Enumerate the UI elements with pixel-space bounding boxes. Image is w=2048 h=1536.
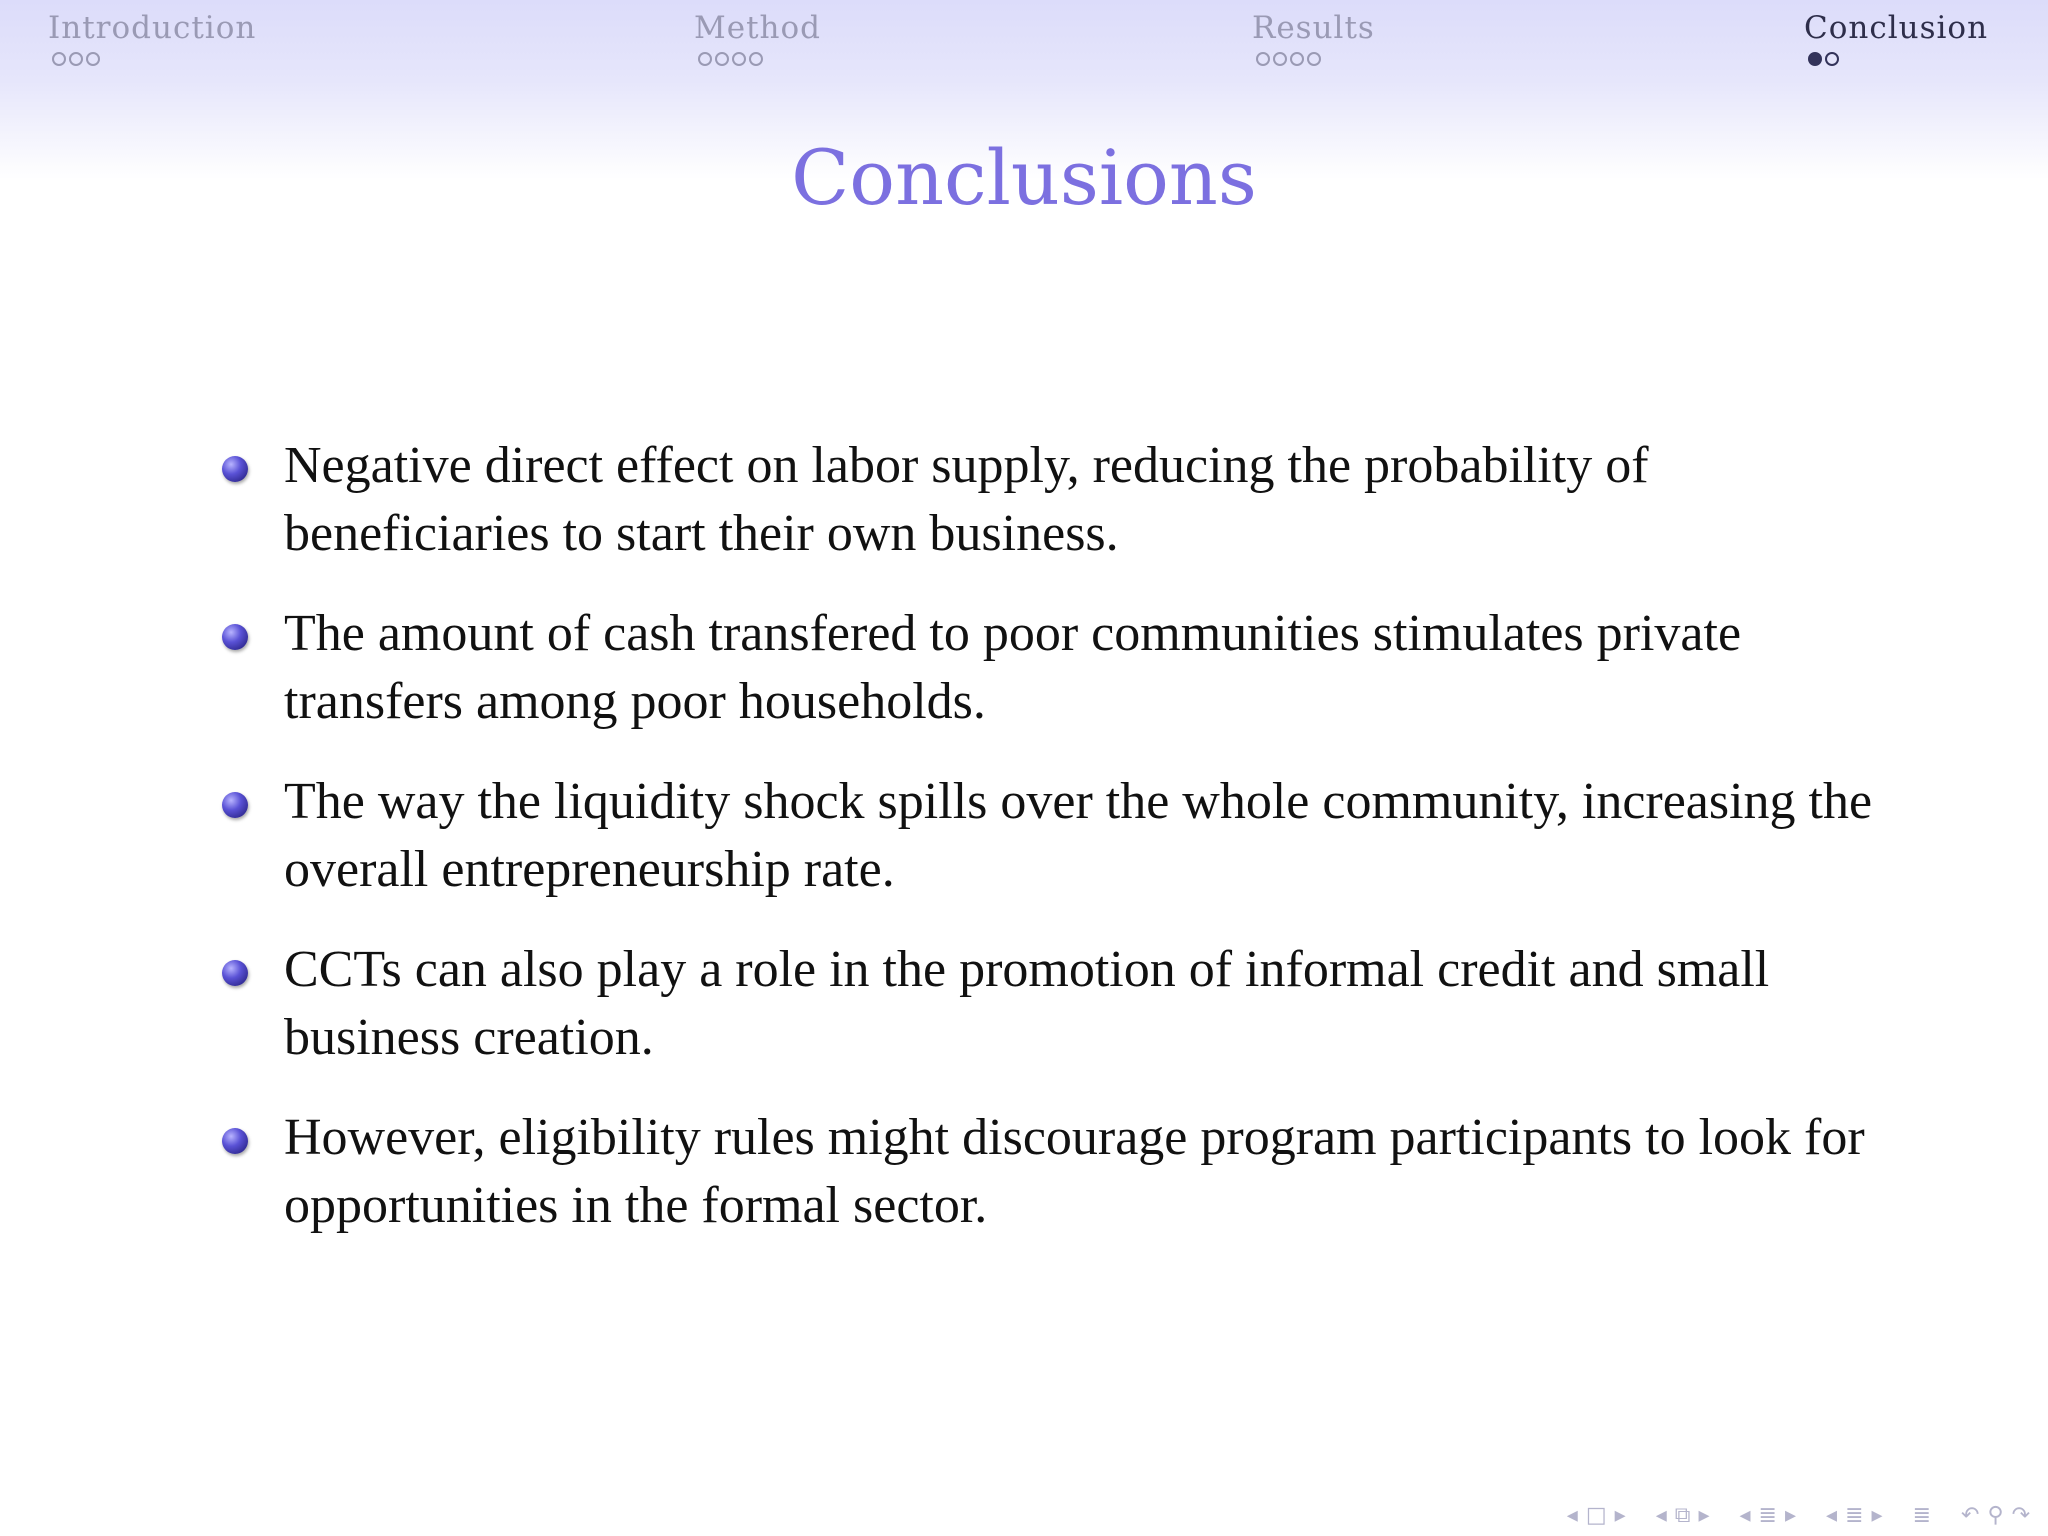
- toc-icon[interactable]: ≣: [1912, 1503, 1931, 1528]
- beamer-navigation-symbols: [1537, 1503, 2030, 1528]
- nav-dot[interactable]: [732, 52, 746, 66]
- section-next-icon[interactable]: ▸: [1784, 1503, 1797, 1528]
- nav-dot[interactable]: [749, 52, 763, 66]
- slide-title: Conclusions: [791, 133, 1257, 222]
- nav-dot[interactable]: [52, 52, 66, 66]
- subsection-icon[interactable]: ⧉: [1674, 1503, 1691, 1528]
- bullet-item: [222, 432, 1882, 568]
- bullet-ball-icon: [222, 624, 248, 650]
- bullet-ball-icon: [222, 456, 248, 482]
- bullet-ball-icon: [222, 1128, 248, 1154]
- nav-section-results[interactable]: [1252, 8, 1375, 66]
- bullet-text: However, eligibility rules might discourage program participants to look for opportunities in the formal sector.: [284, 1109, 1865, 1234]
- bullet-item: [222, 768, 1882, 904]
- bullet-item: [222, 1104, 1882, 1240]
- nav-dot[interactable]: [1256, 52, 1270, 66]
- nav-dots: [1808, 52, 1988, 66]
- nav-dots: [1256, 52, 1375, 66]
- nav-dot-current[interactable]: [1808, 52, 1822, 66]
- subsection-nav-group: [1656, 1503, 1710, 1528]
- bullet-text: The way the liquidity shock spills over the whole community, increasing the overall entrepreneurship rate.: [284, 773, 1873, 898]
- search-nav-group: [1961, 1503, 2030, 1528]
- section-nav-group: [1740, 1503, 1797, 1528]
- nav-section-label[interactable]: Results: [1252, 10, 1375, 46]
- nav-dots: [698, 52, 821, 66]
- bullet-text: The amount of cash transfered to poor communities stimulates private transfers among poor households.: [284, 605, 1742, 730]
- frame-prev-icon[interactable]: ◂: [1566, 1503, 1578, 1528]
- frame-icon[interactable]: □: [1585, 1503, 1607, 1528]
- bullet-item: [222, 936, 1882, 1072]
- nav-dot[interactable]: [69, 52, 83, 66]
- bullet-text: Negative direct effect on labor supply, reducing the probability of beneficiaries to start their own business.: [284, 437, 1649, 562]
- frame-nav-group: [1567, 1503, 1626, 1528]
- frame-next-icon[interactable]: ▸: [1614, 1503, 1626, 1528]
- appendix-prev-icon[interactable]: ◂: [1826, 1503, 1838, 1528]
- nav-section-label[interactable]: Introduction: [48, 10, 257, 46]
- toc-nav-group: [1913, 1503, 1931, 1528]
- bullet-list: [222, 432, 1882, 1272]
- nav-section-conclusion[interactable]: [1804, 8, 1988, 66]
- search-forward-icon[interactable]: ↷: [2011, 1503, 2030, 1528]
- nav-dot[interactable]: [1307, 52, 1321, 66]
- bullet-text: CCTs can also play a role in the promotion of informal credit and small business creation.: [284, 941, 1770, 1066]
- nav-dot[interactable]: [698, 52, 712, 66]
- bullet-ball-icon: [222, 960, 248, 986]
- nav-dot[interactable]: [1825, 52, 1839, 66]
- appendix-icon[interactable]: ≣: [1845, 1503, 1864, 1528]
- appendix-nav-group: [1826, 1503, 1883, 1528]
- section-icon[interactable]: ≣: [1758, 1503, 1777, 1528]
- subsection-next-icon[interactable]: ▸: [1698, 1503, 1710, 1528]
- nav-dot[interactable]: [86, 52, 100, 66]
- subsection-prev-icon[interactable]: ◂: [1655, 1503, 1667, 1528]
- nav-dot[interactable]: [715, 52, 729, 66]
- search-back-icon[interactable]: ↶: [1961, 1503, 1980, 1528]
- nav-dot[interactable]: [1273, 52, 1287, 66]
- search-icon[interactable]: ⚲: [1987, 1503, 2004, 1528]
- bullet-ball-icon: [222, 792, 248, 818]
- nav-section-label[interactable]: Conclusion: [1804, 10, 1989, 46]
- nav-section-method[interactable]: [694, 8, 821, 66]
- nav-section-label[interactable]: Method: [694, 10, 822, 46]
- section-prev-icon[interactable]: ◂: [1739, 1503, 1751, 1528]
- appendix-next-icon[interactable]: ▸: [1871, 1503, 1883, 1528]
- nav-section-introduction[interactable]: [48, 8, 256, 66]
- nav-dot[interactable]: [1290, 52, 1304, 66]
- nav-dots: [52, 52, 256, 66]
- bullet-item: [222, 600, 1882, 736]
